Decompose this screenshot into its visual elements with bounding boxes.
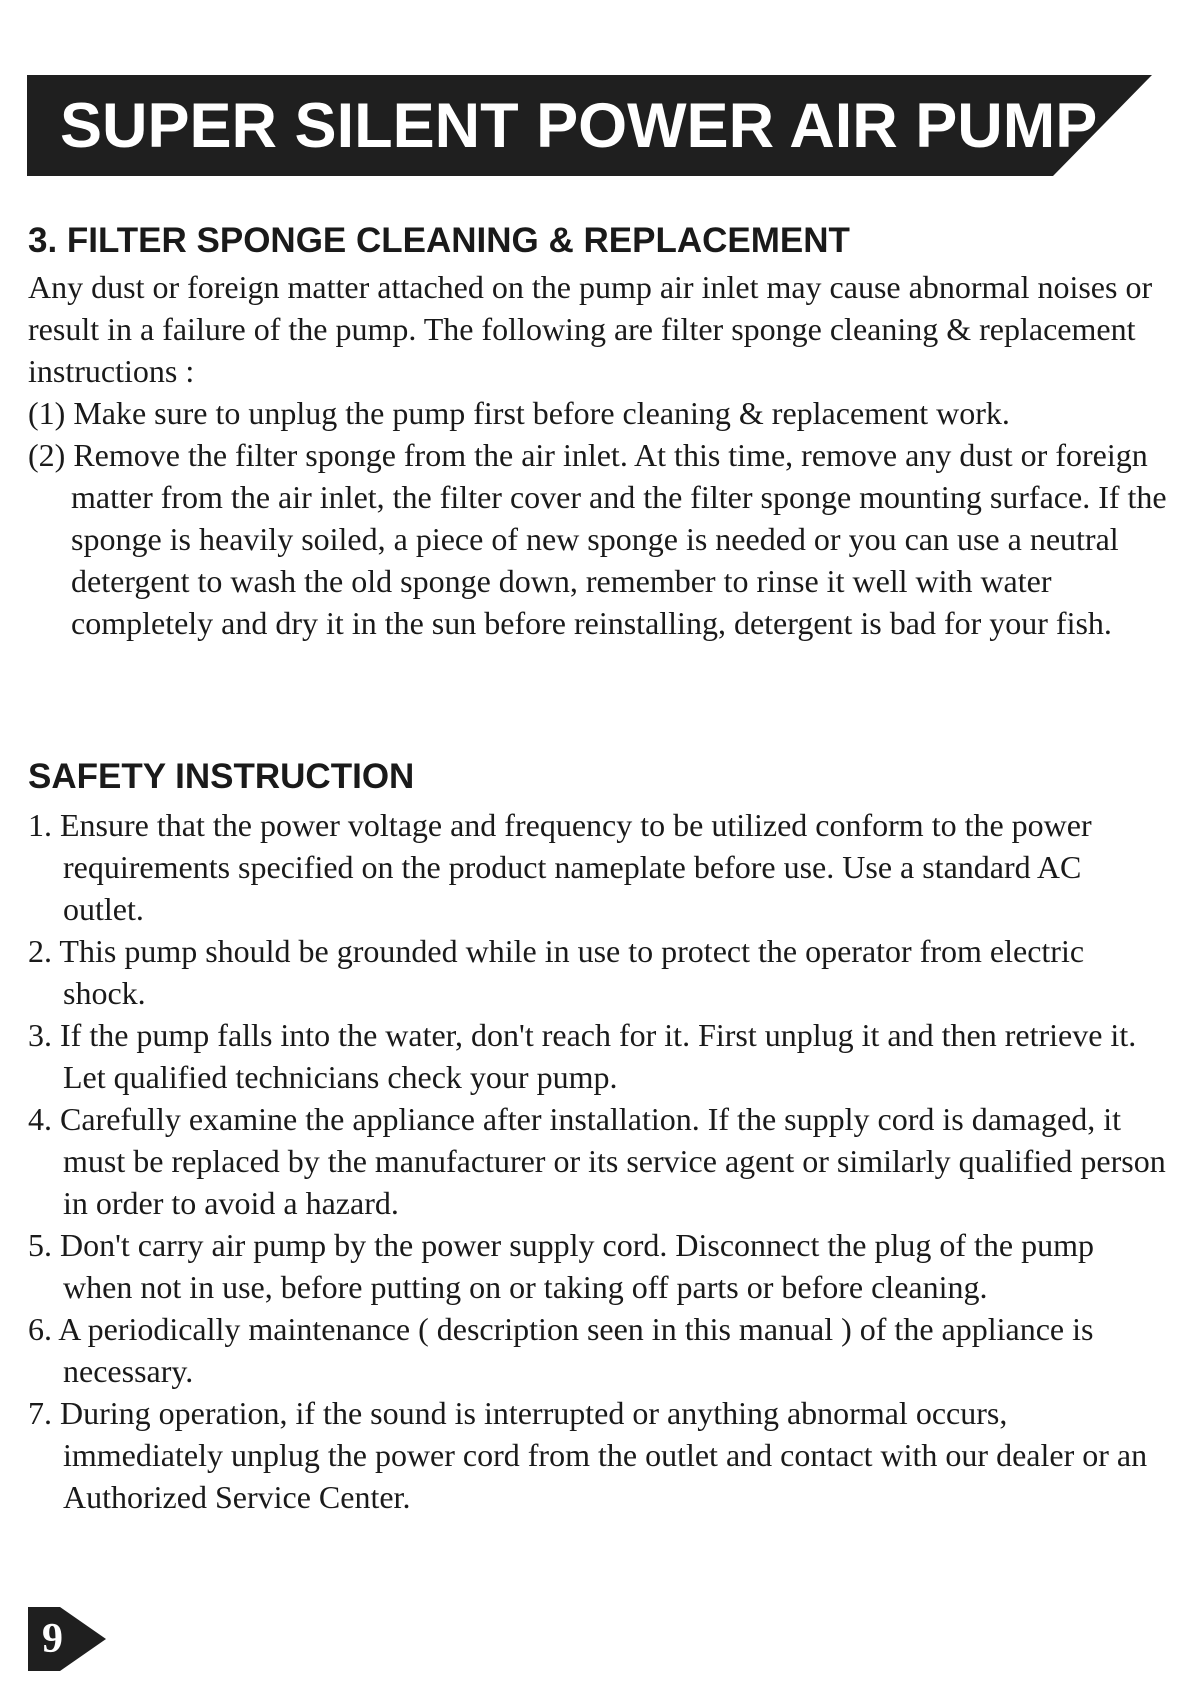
safety-instructions-list [28,804,1168,1518]
filter-section-heading: 3. FILTER SPONGE CLEANING & REPLACEMENT [28,221,850,260]
page-number-marker [28,1607,106,1671]
filter-step-2: (2) Remove the filter sponge from the air inlet. At this time, remove any dust or foreign matter from the air inlet, the filter cover and the filter sponge mounting surface. If the sponge is heavily soiled, a piece of new sponge is needed or you can use a neutral detergent to wash the old sponge down, remember to rinse it well with water completely and dry it in the sun before reinstalling, detergent is bad for your fish. [28,437,1167,641]
safety-item-4: 4. Carefully examine the appliance after installation. If the supply cord is damaged, it must be replaced by the manufacturer or its service agent or similarly qualified person in order to avoid a hazard. [28,1101,1166,1221]
safety-item-1: 1. Ensure that the power voltage and frequency to be utilized conform to the power requirements specified on the product nameplate before use. Use a standard AC outlet. [28,807,1092,927]
page-title: SUPER SILENT POWER AIR PUMP [60,91,1098,161]
page-arrow-icon [28,1607,106,1671]
filter-step-1: (1) Make sure to unplug the pump first before cleaning & replacement work. [28,395,1010,431]
safety-item-3: 3. If the pump falls into the water, don't reach for it. First unplug it and then retrieve it. Let qualified technicians check your pump. [28,1017,1137,1095]
safety-item-5: 5. Don't carry air pump by the power supply cord. Disconnect the plug of the pump when not in use, before putting on or taking off parts or before cleaning. [28,1227,1094,1305]
safety-section-heading: SAFETY INSTRUCTION [28,757,415,796]
filter-intro-paragraph: Any dust or foreign matter attached on the pump air inlet may cause abnormal noises or result in a failure of the pump. The following are filter sponge cleaning & replacement instructions : [28,269,1153,389]
safety-item-6: 6. A periodically maintenance ( description seen in this manual ) of the appliance is necessary. [28,1311,1094,1389]
page-number: 9 [42,1616,63,1662]
filter-steps-list [28,392,1168,644]
safety-item-2: 2. This pump should be grounded while in use to protect the operator from electric shock. [28,933,1085,1011]
safety-item-7: 7. During operation, if the sound is interrupted or anything abnormal occurs, immediately unplug the power cord from the outlet and contact with our dealer or an Authorized Service Center. [28,1395,1148,1515]
